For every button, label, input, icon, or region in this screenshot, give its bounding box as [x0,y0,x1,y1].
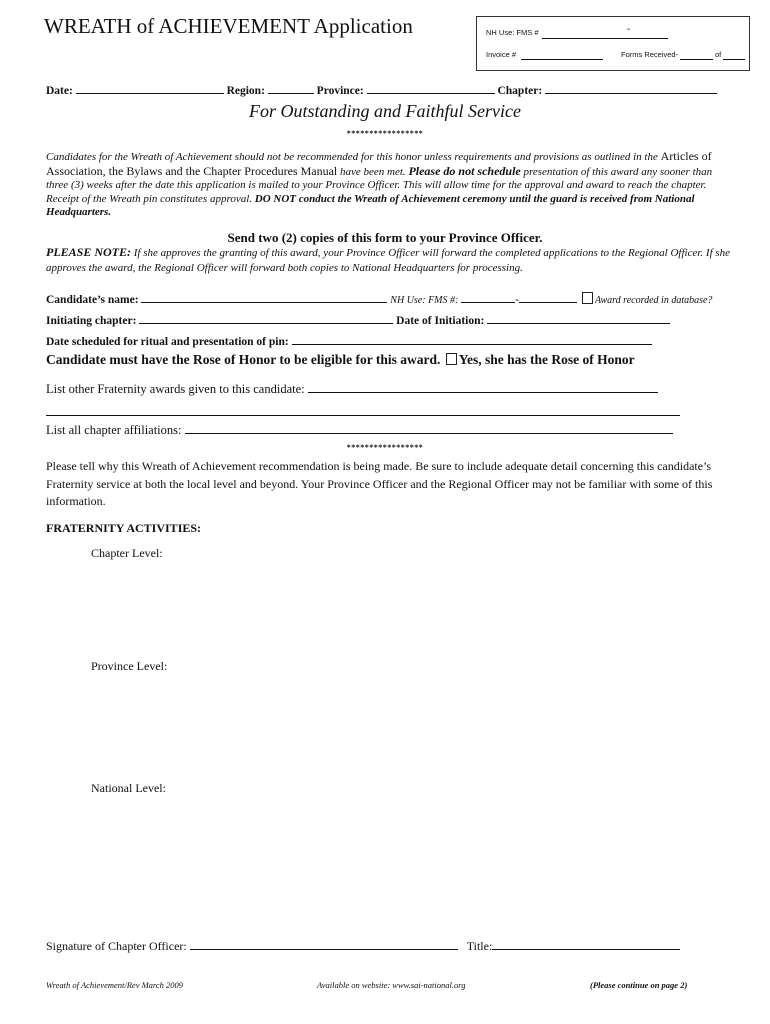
reason-instructions: Please tell why this Wreath of Achievement recommendation is being made. Be sure to include adequate detail concerning this candidate’s Fraternity service at both the local level and beyond. Your Province Officer and the Regional Officer may not be familiar with some of this information. [46,459,713,508]
chapter-level-label: Chapter Level: [91,546,163,560]
star-divider: ***************** [346,129,424,138]
fms-field-b[interactable] [519,291,577,303]
award-recorded-checkbox[interactable] [582,292,593,304]
please-note-label: PLEASE NOTE: [46,245,132,259]
forms-of-label: of [715,50,722,59]
awards-row [46,381,658,397]
chapter-field[interactable] [545,82,717,94]
fms-field-a[interactable] [461,291,515,303]
ritual-date-label: Date scheduled for ritual and presentation of pin: [46,336,289,348]
province-level-area[interactable] [91,678,731,773]
please-note [46,245,736,276]
other-awards-label: List other Fraternity awards given to this candidate: [46,382,305,396]
intro-part-3: have been met. [337,165,409,178]
province-level-label: Province Level: [91,659,168,673]
officer-title-label: Title: [466,939,493,953]
forms-received-label: Forms Received- [621,50,679,59]
initiating-chapter-field[interactable] [139,312,393,324]
subtitle: For Outstanding and Faithful Service [249,101,521,121]
initiating-chapter-label: Initiating chapter: [46,315,137,327]
affiliations-row [46,422,673,438]
rose-of-honor-checkbox[interactable] [446,353,457,365]
intro-part-1: Candidates for the Wreath of Achievement should not be recommended for this honor unless requirements and provisions as outlined in the [46,151,661,163]
intro-part-2: Articles of Association, the Bylaws and the Chapter Procedures Manual [46,149,712,178]
please-note-text: If she approves the granting of this award, your Province Officer will forward the completed applications to the Regional Officer. If she approves the award, the Regional Officer will forward both copies to National Headquarters for processing. [46,247,731,274]
chapter-affiliations-label: List all chapter affiliations: [46,423,182,437]
top-fields-row [46,82,717,97]
page-title: WREATH of ACHIEVEMENT Application [44,14,413,38]
footer-revision: Wreath of Achievement/Rev March 2009 [46,980,184,990]
rose-of-honor-requirement [46,352,635,368]
rose-requirement-text: Candidate must have the Rose of Honor to be eligible for this award. [46,352,441,367]
forms-received-field[interactable] [680,48,713,60]
forms-total-field[interactable] [723,48,745,60]
office-fms-dash: - [627,24,631,35]
region-field[interactable] [268,82,314,94]
intro-part-4: Please do not schedule [408,163,521,178]
intro-part-6: DO NOT conduct the Wreath of Achievement ceremony until the guard is received from National Headquarters. [46,192,695,218]
chapter-affiliations-field[interactable] [185,422,673,434]
province-label: Province: [316,85,364,97]
province-field[interactable] [367,82,495,94]
fms-dash: - [515,294,520,306]
other-awards-field[interactable] [308,381,658,393]
initiation-date-field[interactable] [487,312,670,324]
initiation-date-label: Date of Initiation: [396,315,485,327]
signature-row [46,938,680,954]
rose-yes-text: Yes, she has the Rose of Honor [458,352,635,367]
nh-use-fms-label-2: NH Use: FMS #: [390,295,459,306]
ritual-date-field[interactable] [292,333,652,345]
footer-continue: (Please continue on page 2) [590,980,688,990]
candidate-name-row [46,291,712,306]
intro-paragraph [46,150,736,220]
other-awards-field-line-2[interactable] [46,404,680,416]
footer-website: Available on website: www.sai-national.org [317,980,466,990]
invoice-field[interactable] [521,48,603,60]
date-label: Date: [46,85,73,97]
send-copies-instruction: Send two (2) copies of this form to your Province Officer. [227,230,543,245]
award-recorded-label: Award recorded in database? [594,295,713,306]
initiating-row [46,312,670,327]
officer-title-field[interactable] [492,938,680,950]
national-level-label: National Level: [91,781,166,795]
signature-label: Signature of Chapter Officer: [46,939,187,953]
fraternity-activities-heading: FRATERNITY ACTIVITIES: [46,521,202,535]
star-divider-2: ***************** [346,443,424,452]
date-field[interactable] [76,82,224,94]
invoice-label: Invoice # [486,50,517,59]
region-label: Region: [226,85,265,97]
office-fms-field[interactable] [542,27,668,39]
candidate-name-field[interactable] [141,291,387,303]
signature-field[interactable] [190,938,458,950]
candidate-name-label: Candidate’s name: [46,294,139,306]
chapter-label: Chapter: [497,85,543,97]
intro-part-5: presentation of this award any sooner than three (3) weeks after the date this application is mailed to your Province Officer. This will allow time for the approval and award to reach the chapter. Receipt of the Wreath pin constitutes approval. [46,165,713,205]
office-use-box [476,16,750,71]
national-level-area[interactable] [91,800,731,925]
ritual-row [46,333,652,348]
chapter-level-area[interactable] [91,565,731,655]
nh-use-fms-label: NH Use: FMS # [486,28,539,37]
